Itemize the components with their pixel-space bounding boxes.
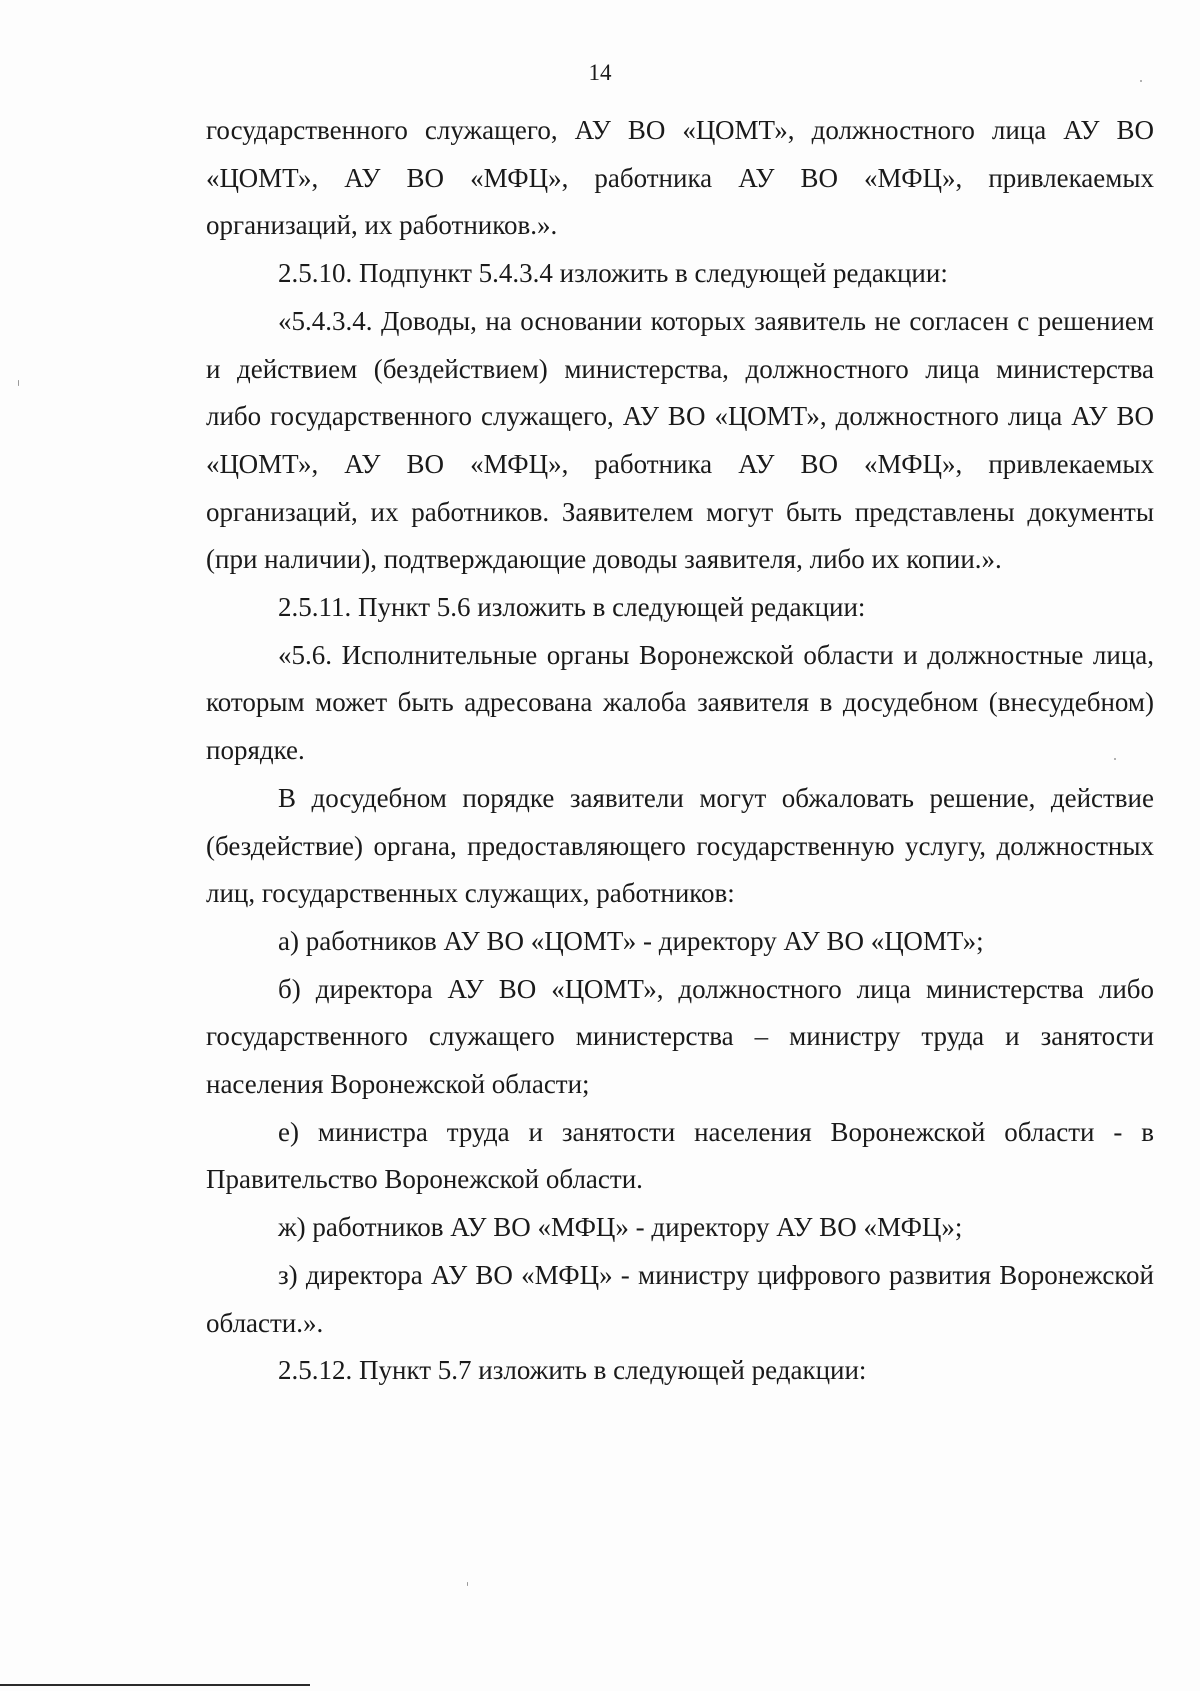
list-item-a: а) работников АУ ВО «ЦОМТ» - директору АУ ВО «ЦОМТ»; (278, 925, 984, 956)
page-number: 14 (588, 60, 612, 85)
paragraph-clause-5-6: «5.6. Исполнительные органы Воронежской области и должностные лица, которым может быть адресована жалоба заявителя в досудебном (внесудебном) порядке. (206, 639, 1154, 766)
scan-speck (18, 380, 19, 386)
scan-speck (467, 1582, 468, 1586)
paragraph-clause-2-5-11: 2.5.11. Пункт 5.6 изложить в следующей редакции: (278, 592, 866, 623)
scan-speck (1140, 80, 1142, 82)
list-item-b: б) директора АУ ВО «ЦОМТ», должностного лица министерства либо государственного служащего министерства – министру труда и занятости населения Воронежской области; (206, 973, 1154, 1100)
paragraph-continuation: государственного служащего, АУ ВО «ЦОМТ», должностного лица АУ ВО «ЦОМТ», АУ ВО «МФЦ», работника АУ ВО «МФЦ», привлекаемых организаций, их работников.». (206, 115, 1154, 241)
paragraph-pretrial-appeal: В досудебном порядке заявители могут обжаловать решение, действие (бездействие) органа, предоставляющего государственную услугу, должностных лиц, государственных служащих, работников: (206, 782, 1154, 909)
scan-speck (1114, 758, 1116, 760)
list-item-e: е) министра труда и занятости населения Воронежской области - в Правительство Воронежской области. (206, 1116, 1154, 1195)
footer-rule (0, 1684, 310, 1686)
paragraph-clause-2-5-10: 2.5.10. Подпункт 5.4.3.4 изложить в следующей редакции: (278, 258, 948, 289)
paragraph-clause-2-5-12: 2.5.12. Пункт 5.7 изложить в следующей редакции: (278, 1355, 867, 1386)
paragraph-subclause-5-4-3-4: «5.4.3.4. Доводы, на основании которых заявитель не согласен с решением и действием (бездействием) министерства, должностного лица министерства либо государственного служащего, АУ ВО «ЦОМТ», должностного лица АУ ВО «ЦОМТ», АУ ВО «МФЦ», работника АУ ВО «МФЦ», привлекаемых организаций, их работников. Заявителем могут быть представлены документы (при наличии), подтверждающие доводы заявителя, либо их копии.». (206, 305, 1154, 575)
list-item-zh: ж) работников АУ ВО «МФЦ» - директору АУ ВО «МФЦ»; (278, 1212, 963, 1243)
list-item-z: з) директора АУ ВО «МФЦ» - министру цифрового развития Воронежской области.». (206, 1259, 1154, 1338)
document-body (206, 107, 1154, 1395)
